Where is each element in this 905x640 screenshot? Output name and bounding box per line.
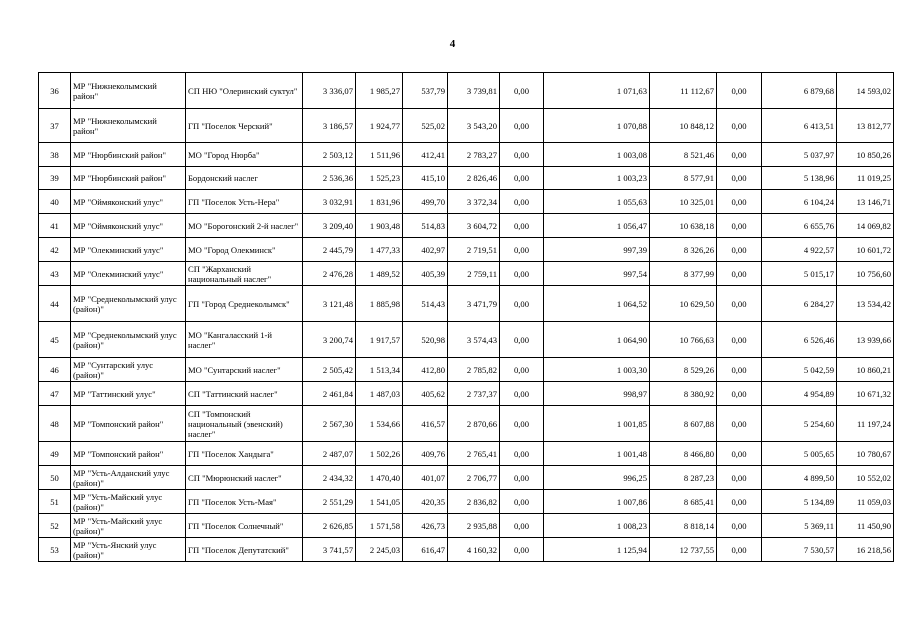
value-cell: 1 064,90 [544, 322, 650, 358]
value-cell: 1 511,96 [356, 143, 403, 167]
table-row [39, 466, 894, 490]
table-row [39, 382, 894, 406]
value-cell: 3 336,07 [303, 73, 356, 109]
value-cell: 2 476,28 [303, 262, 356, 286]
value-cell: 10 552,02 [837, 466, 894, 490]
value-cell: 10 629,50 [650, 286, 717, 322]
row-number: 36 [39, 73, 71, 109]
row-number: 45 [39, 322, 71, 358]
value-cell: 616,47 [403, 538, 448, 562]
value-cell: 5 369,11 [762, 514, 837, 538]
value-cell: 11 059,03 [837, 490, 894, 514]
value-cell: 5 254,60 [762, 406, 837, 442]
value-cell: 4 899,50 [762, 466, 837, 490]
value-cell: 1 001,48 [544, 442, 650, 466]
value-cell: 0,00 [717, 73, 762, 109]
value-cell: 1 885,98 [356, 286, 403, 322]
table-row [39, 406, 894, 442]
value-cell: 0,00 [500, 73, 544, 109]
value-cell: 0,00 [500, 538, 544, 562]
value-cell: 0,00 [717, 322, 762, 358]
value-cell: 8 607,88 [650, 406, 717, 442]
table-row [39, 490, 894, 514]
municipal-district: МР "Олекминский улус" [71, 238, 186, 262]
value-cell: 13 534,42 [837, 286, 894, 322]
value-cell: 1 502,26 [356, 442, 403, 466]
value-cell: 3 574,43 [448, 322, 500, 358]
value-cell: 997,54 [544, 262, 650, 286]
value-cell: 3 741,57 [303, 538, 356, 562]
value-cell: 2 551,29 [303, 490, 356, 514]
value-cell: 412,41 [403, 143, 448, 167]
value-cell: 0,00 [717, 238, 762, 262]
value-cell: 1 056,47 [544, 214, 650, 238]
value-cell: 1 003,08 [544, 143, 650, 167]
value-cell: 0,00 [500, 214, 544, 238]
settlement: СП "Жарханский национальный наслег" [186, 262, 303, 286]
value-cell: 2 567,30 [303, 406, 356, 442]
value-cell: 12 737,55 [650, 538, 717, 562]
value-cell: 0,00 [500, 143, 544, 167]
municipal-district: МР "Таттинский улус" [71, 382, 186, 406]
value-cell: 6 655,76 [762, 214, 837, 238]
table-row [39, 538, 894, 562]
value-cell: 14 069,82 [837, 214, 894, 238]
value-cell: 2 870,66 [448, 406, 500, 442]
value-cell: 0,00 [500, 490, 544, 514]
row-number: 52 [39, 514, 71, 538]
value-cell: 0,00 [717, 143, 762, 167]
table-row [39, 262, 894, 286]
value-cell: 3 372,34 [448, 190, 500, 214]
value-cell: 0,00 [717, 286, 762, 322]
settlement: Бордонский наслег [186, 167, 303, 190]
value-cell: 10 766,63 [650, 322, 717, 358]
value-cell: 1 001,85 [544, 406, 650, 442]
value-cell: 415,10 [403, 167, 448, 190]
value-cell: 0,00 [717, 167, 762, 190]
municipal-district: МР "Сунтарский улус (район)" [71, 358, 186, 382]
value-cell: 2 719,51 [448, 238, 500, 262]
value-cell: 6 413,51 [762, 109, 837, 143]
value-cell: 2 461,84 [303, 382, 356, 406]
value-cell: 11 450,90 [837, 514, 894, 538]
value-cell: 0,00 [717, 490, 762, 514]
value-cell: 11 112,67 [650, 73, 717, 109]
value-cell: 1 071,63 [544, 73, 650, 109]
value-cell: 10 848,12 [650, 109, 717, 143]
settlement: ГП "Город Среднеколымск" [186, 286, 303, 322]
value-cell: 2 826,46 [448, 167, 500, 190]
value-cell: 412,80 [403, 358, 448, 382]
value-cell: 2 706,77 [448, 466, 500, 490]
value-cell: 426,73 [403, 514, 448, 538]
value-cell: 409,76 [403, 442, 448, 466]
table-row [39, 358, 894, 382]
value-cell: 1 534,66 [356, 406, 403, 442]
value-cell: 0,00 [717, 109, 762, 143]
settlement: ГП "Поселок Усть-Мая" [186, 490, 303, 514]
value-cell: 2 765,41 [448, 442, 500, 466]
page-number: 4 [449, 38, 456, 50]
settlement: ГП "Поселок Депутатский" [186, 538, 303, 562]
settlement: ГП "Поселок Черский" [186, 109, 303, 143]
value-cell: 2 759,11 [448, 262, 500, 286]
value-cell: 5 138,96 [762, 167, 837, 190]
value-cell: 1 003,23 [544, 167, 650, 190]
value-cell: 13 146,71 [837, 190, 894, 214]
settlement: МО "Сунтарский наслег" [186, 358, 303, 382]
value-cell: 1 477,33 [356, 238, 403, 262]
value-cell: 1 985,27 [356, 73, 403, 109]
value-cell: 3 186,57 [303, 109, 356, 143]
value-cell: 0,00 [500, 406, 544, 442]
value-cell: 1 831,96 [356, 190, 403, 214]
settlement: МО "Борогонский 2-й наслег" [186, 214, 303, 238]
value-cell: 2 785,82 [448, 358, 500, 382]
row-number: 37 [39, 109, 71, 143]
value-cell: 7 530,57 [762, 538, 837, 562]
value-cell: 2 503,12 [303, 143, 356, 167]
row-number: 40 [39, 190, 71, 214]
value-cell: 405,62 [403, 382, 448, 406]
value-cell: 2 783,27 [448, 143, 500, 167]
value-cell: 8 380,92 [650, 382, 717, 406]
value-cell: 514,83 [403, 214, 448, 238]
value-cell: 10 601,72 [837, 238, 894, 262]
settlement: МО "Город Нюрба" [186, 143, 303, 167]
value-cell: 8 818,14 [650, 514, 717, 538]
row-number: 44 [39, 286, 71, 322]
value-cell: 1 513,34 [356, 358, 403, 382]
row-number: 53 [39, 538, 71, 562]
value-cell: 1 489,52 [356, 262, 403, 286]
value-cell: 5 037,97 [762, 143, 837, 167]
municipal-district: МР "Нюрбинский район" [71, 167, 186, 190]
municipal-district: МР "Оймяконский улус" [71, 214, 186, 238]
municipal-district: МР "Усть-Майский улус (район)" [71, 514, 186, 538]
value-cell: 2 737,37 [448, 382, 500, 406]
value-cell: 996,25 [544, 466, 650, 490]
value-cell: 8 287,23 [650, 466, 717, 490]
table-row [39, 143, 894, 167]
table-row [39, 214, 894, 238]
value-cell: 0,00 [500, 442, 544, 466]
settlement: ГП "Поселок Усть-Нера" [186, 190, 303, 214]
value-cell: 3 200,74 [303, 322, 356, 358]
settlement: СП "Томпонский национальный (эвенский) наслег" [186, 406, 303, 442]
row-number: 39 [39, 167, 71, 190]
value-cell: 10 850,26 [837, 143, 894, 167]
value-cell: 2 487,07 [303, 442, 356, 466]
value-cell: 0,00 [717, 406, 762, 442]
value-cell: 0,00 [500, 514, 544, 538]
row-number: 48 [39, 406, 71, 442]
value-cell: 1 007,86 [544, 490, 650, 514]
value-cell: 10 780,67 [837, 442, 894, 466]
municipal-district: МР "Нижнеколымский район" [71, 109, 186, 143]
settlement: ГП "Поселок Хандыга" [186, 442, 303, 466]
value-cell: 420,35 [403, 490, 448, 514]
value-cell: 0,00 [717, 214, 762, 238]
table-row [39, 514, 894, 538]
row-number: 51 [39, 490, 71, 514]
value-cell: 2 935,88 [448, 514, 500, 538]
municipal-district: МР "Усть-Янский улус (район)" [71, 538, 186, 562]
value-cell: 499,70 [403, 190, 448, 214]
value-cell: 2 505,42 [303, 358, 356, 382]
value-cell: 514,43 [403, 286, 448, 322]
settlement: МО "Город Олекминск" [186, 238, 303, 262]
value-cell: 0,00 [717, 538, 762, 562]
value-cell: 1 055,63 [544, 190, 650, 214]
municipal-district: МР "Оймяконский улус" [71, 190, 186, 214]
value-cell: 0,00 [717, 262, 762, 286]
row-number: 42 [39, 238, 71, 262]
value-cell: 5 005,65 [762, 442, 837, 466]
municipal-district: МР "Олекминский улус" [71, 262, 186, 286]
value-cell: 8 577,91 [650, 167, 717, 190]
value-cell: 998,97 [544, 382, 650, 406]
municipal-district: МР "Среднеколымский улус (район)" [71, 322, 186, 358]
value-cell: 401,07 [403, 466, 448, 490]
value-cell: 0,00 [500, 238, 544, 262]
value-cell: 1 924,77 [356, 109, 403, 143]
row-number: 46 [39, 358, 71, 382]
value-cell: 525,02 [403, 109, 448, 143]
value-cell: 2 434,32 [303, 466, 356, 490]
value-cell: 1 571,58 [356, 514, 403, 538]
value-cell: 3 471,79 [448, 286, 500, 322]
value-cell: 5 015,17 [762, 262, 837, 286]
value-cell: 10 325,01 [650, 190, 717, 214]
row-number: 43 [39, 262, 71, 286]
value-cell: 2 245,03 [356, 538, 403, 562]
value-cell: 10 756,60 [837, 262, 894, 286]
value-cell: 0,00 [500, 322, 544, 358]
value-cell: 0,00 [717, 190, 762, 214]
value-cell: 2 836,82 [448, 490, 500, 514]
municipal-district: МР "Томпонский район" [71, 406, 186, 442]
settlement: МО "Кангаласский 1-й наслег" [186, 322, 303, 358]
value-cell: 520,98 [403, 322, 448, 358]
municipal-district: МР "Усть-Майский улус (район)" [71, 490, 186, 514]
value-cell: 0,00 [717, 358, 762, 382]
value-cell: 6 104,24 [762, 190, 837, 214]
table-row [39, 286, 894, 322]
value-cell: 416,57 [403, 406, 448, 442]
value-cell: 13 812,77 [837, 109, 894, 143]
value-cell: 4 954,89 [762, 382, 837, 406]
settlement: ГП "Поселок Солнечный" [186, 514, 303, 538]
value-cell: 8 377,99 [650, 262, 717, 286]
value-cell: 0,00 [500, 466, 544, 490]
value-cell: 5 042,59 [762, 358, 837, 382]
value-cell: 14 593,02 [837, 73, 894, 109]
value-cell: 1 525,23 [356, 167, 403, 190]
value-cell: 1 903,48 [356, 214, 403, 238]
value-cell: 0,00 [717, 382, 762, 406]
municipal-district: МР "Нижнеколымский район" [71, 73, 186, 109]
municipal-district: МР "Усть-Алданский улус (район)" [71, 466, 186, 490]
municipal-district: МР "Среднеколымский улус (район)" [71, 286, 186, 322]
value-cell: 3 543,20 [448, 109, 500, 143]
table-row [39, 190, 894, 214]
value-cell: 8 466,80 [650, 442, 717, 466]
value-cell: 6 879,68 [762, 73, 837, 109]
settlement: СП "Мюрюнский наслег" [186, 466, 303, 490]
settlement: СП "Таттинский наслег" [186, 382, 303, 406]
value-cell: 1 064,52 [544, 286, 650, 322]
row-number: 38 [39, 143, 71, 167]
value-cell: 1 003,30 [544, 358, 650, 382]
value-cell: 10 638,18 [650, 214, 717, 238]
row-number: 47 [39, 382, 71, 406]
value-cell: 3 209,40 [303, 214, 356, 238]
value-cell: 405,39 [403, 262, 448, 286]
data-table [38, 72, 894, 562]
value-cell: 4 922,57 [762, 238, 837, 262]
value-cell: 402,97 [403, 238, 448, 262]
value-cell: 11 197,24 [837, 406, 894, 442]
value-cell: 11 019,25 [837, 167, 894, 190]
value-cell: 2 626,85 [303, 514, 356, 538]
value-cell: 3 739,81 [448, 73, 500, 109]
value-cell: 3 604,72 [448, 214, 500, 238]
value-cell: 0,00 [500, 382, 544, 406]
value-cell: 1 470,40 [356, 466, 403, 490]
value-cell: 537,79 [403, 73, 448, 109]
value-cell: 0,00 [500, 190, 544, 214]
table-row [39, 73, 894, 109]
municipal-district: МР "Нюрбинский район" [71, 143, 186, 167]
table-row [39, 238, 894, 262]
value-cell: 1 541,05 [356, 490, 403, 514]
value-cell: 0,00 [717, 466, 762, 490]
value-cell: 10 671,32 [837, 382, 894, 406]
row-number: 41 [39, 214, 71, 238]
value-cell: 1 008,23 [544, 514, 650, 538]
value-cell: 4 160,32 [448, 538, 500, 562]
table-row [39, 109, 894, 143]
value-cell: 1 917,57 [356, 322, 403, 358]
value-cell: 0,00 [717, 514, 762, 538]
value-cell: 8 685,41 [650, 490, 717, 514]
value-cell: 1 125,94 [544, 538, 650, 562]
value-cell: 16 218,56 [837, 538, 894, 562]
row-number: 50 [39, 466, 71, 490]
value-cell: 3 032,91 [303, 190, 356, 214]
value-cell: 8 521,46 [650, 143, 717, 167]
value-cell: 10 860,21 [837, 358, 894, 382]
table-row [39, 442, 894, 466]
value-cell: 2 445,79 [303, 238, 356, 262]
value-cell: 0,00 [500, 167, 544, 190]
value-cell: 13 939,66 [837, 322, 894, 358]
value-cell: 0,00 [500, 262, 544, 286]
value-cell: 997,39 [544, 238, 650, 262]
value-cell: 1 070,88 [544, 109, 650, 143]
value-cell: 1 487,03 [356, 382, 403, 406]
settlement: СП НЮ "Олеринский суктул" [186, 73, 303, 109]
value-cell: 8 529,26 [650, 358, 717, 382]
value-cell: 6 526,46 [762, 322, 837, 358]
table-row [39, 167, 894, 190]
value-cell: 0,00 [500, 109, 544, 143]
value-cell: 2 536,36 [303, 167, 356, 190]
value-cell: 3 121,48 [303, 286, 356, 322]
municipal-district: МР "Томпонский район" [71, 442, 186, 466]
value-cell: 5 134,89 [762, 490, 837, 514]
value-cell: 0,00 [500, 286, 544, 322]
table-row [39, 322, 894, 358]
value-cell: 0,00 [500, 358, 544, 382]
value-cell: 0,00 [717, 442, 762, 466]
value-cell: 6 284,27 [762, 286, 837, 322]
value-cell: 8 326,26 [650, 238, 717, 262]
row-number: 49 [39, 442, 71, 466]
